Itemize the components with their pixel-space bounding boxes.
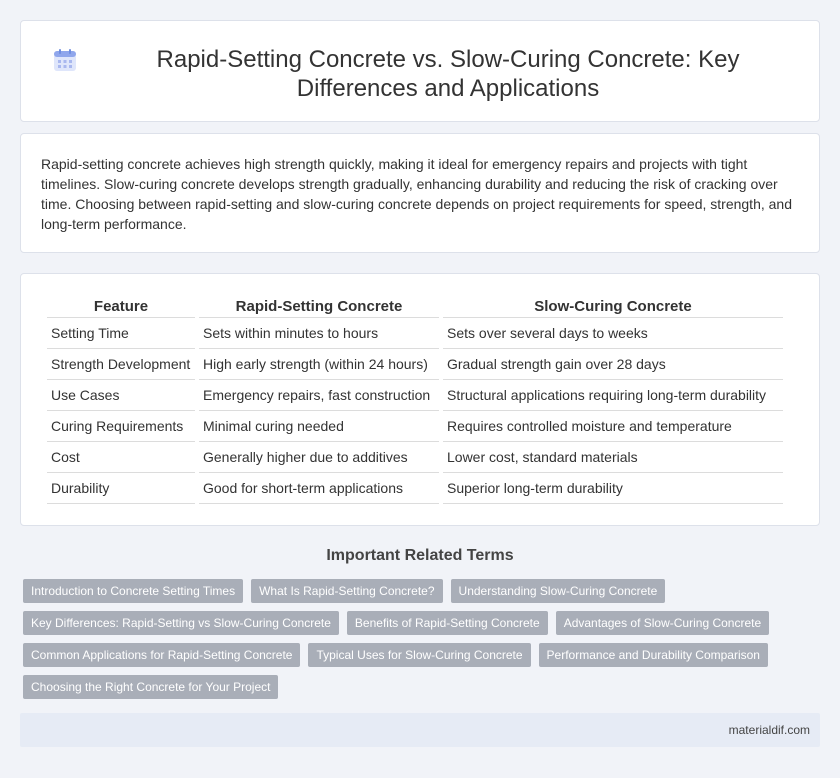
column-header-rapid: Rapid-Setting Concrete (199, 296, 439, 318)
table-row (47, 473, 783, 504)
footer-bar (20, 713, 820, 747)
table-cell: Good for short-term applications (199, 473, 439, 504)
intro-paragraph: Rapid-setting concrete achieves high strength quickly, making it ideal for emergency repairs and projects with tight timelines. Slow-curing concrete develops strength gradually, enhancing durability and reducing the risk of cracking over time. Choosing between rapid-setting and slow-curing concrete depends on project requirements for speed, strength, and long-term performance. (41, 156, 792, 232)
intro-card (20, 133, 820, 253)
calendar-icon (52, 47, 78, 73)
related-term-tag[interactable]: Understanding Slow-Curing Concrete (451, 579, 666, 603)
page-title: Rapid-Setting Concrete vs. Slow-Curing Concrete: Key Differences and Applications (156, 46, 740, 102)
table-cell: High early strength (within 24 hours) (199, 349, 439, 380)
table-cell: Use Cases (47, 380, 195, 411)
related-term-tag[interactable]: Benefits of Rapid-Setting Concrete (347, 611, 548, 635)
title-row (51, 45, 799, 103)
related-term-tag[interactable]: Choosing the Right Concrete for Your Project (23, 675, 278, 699)
table-cell: Lower cost, standard materials (443, 442, 783, 473)
table-row (47, 411, 783, 442)
table-cell: Setting Time (47, 318, 195, 349)
comparison-table (43, 296, 787, 504)
table-header-row (47, 296, 783, 318)
table-row (47, 318, 783, 349)
table-cell: Curing Requirements (47, 411, 195, 442)
table-cell: Minimal curing needed (199, 411, 439, 442)
table-cell: Sets within minutes to hours (199, 318, 439, 349)
table-cell: Sets over several days to weeks (443, 318, 783, 349)
table-cell: Strength Development (47, 349, 195, 380)
table-row (47, 442, 783, 473)
related-term-tag[interactable]: Common Applications for Rapid-Setting Concrete (23, 643, 300, 667)
column-header-slow: Slow-Curing Concrete (443, 296, 783, 318)
related-term-tag[interactable]: Introduction to Concrete Setting Times (23, 579, 243, 603)
footer-site-link[interactable]: materialdif.com (728, 723, 810, 737)
header-card (20, 20, 820, 122)
table-cell: Requires controlled moisture and temperature (443, 411, 783, 442)
column-header-feature: Feature (47, 296, 195, 318)
table-cell: Cost (47, 442, 195, 473)
related-terms-title: Important Related Terms (326, 547, 514, 564)
table-row (47, 349, 783, 380)
table-cell: Structural applications requiring long-term durability (443, 380, 783, 411)
comparison-card (20, 273, 820, 526)
table-cell: Superior long-term durability (443, 473, 783, 504)
related-terms-list (23, 579, 783, 707)
related-term-tag[interactable]: Typical Uses for Slow-Curing Concrete (308, 643, 530, 667)
table-cell: Durability (47, 473, 195, 504)
table-cell: Gradual strength gain over 28 days (443, 349, 783, 380)
related-term-tag[interactable]: Advantages of Slow-Curing Concrete (556, 611, 769, 635)
related-term-tag[interactable]: Key Differences: Rapid-Setting vs Slow-Curing Concrete (23, 611, 339, 635)
table-cell: Generally higher due to additives (199, 442, 439, 473)
related-term-tag[interactable]: Performance and Durability Comparison (539, 643, 768, 667)
table-cell: Emergency repairs, fast construction (199, 380, 439, 411)
related-term-tag[interactable]: What Is Rapid-Setting Concrete? (251, 579, 442, 603)
table-row (47, 380, 783, 411)
